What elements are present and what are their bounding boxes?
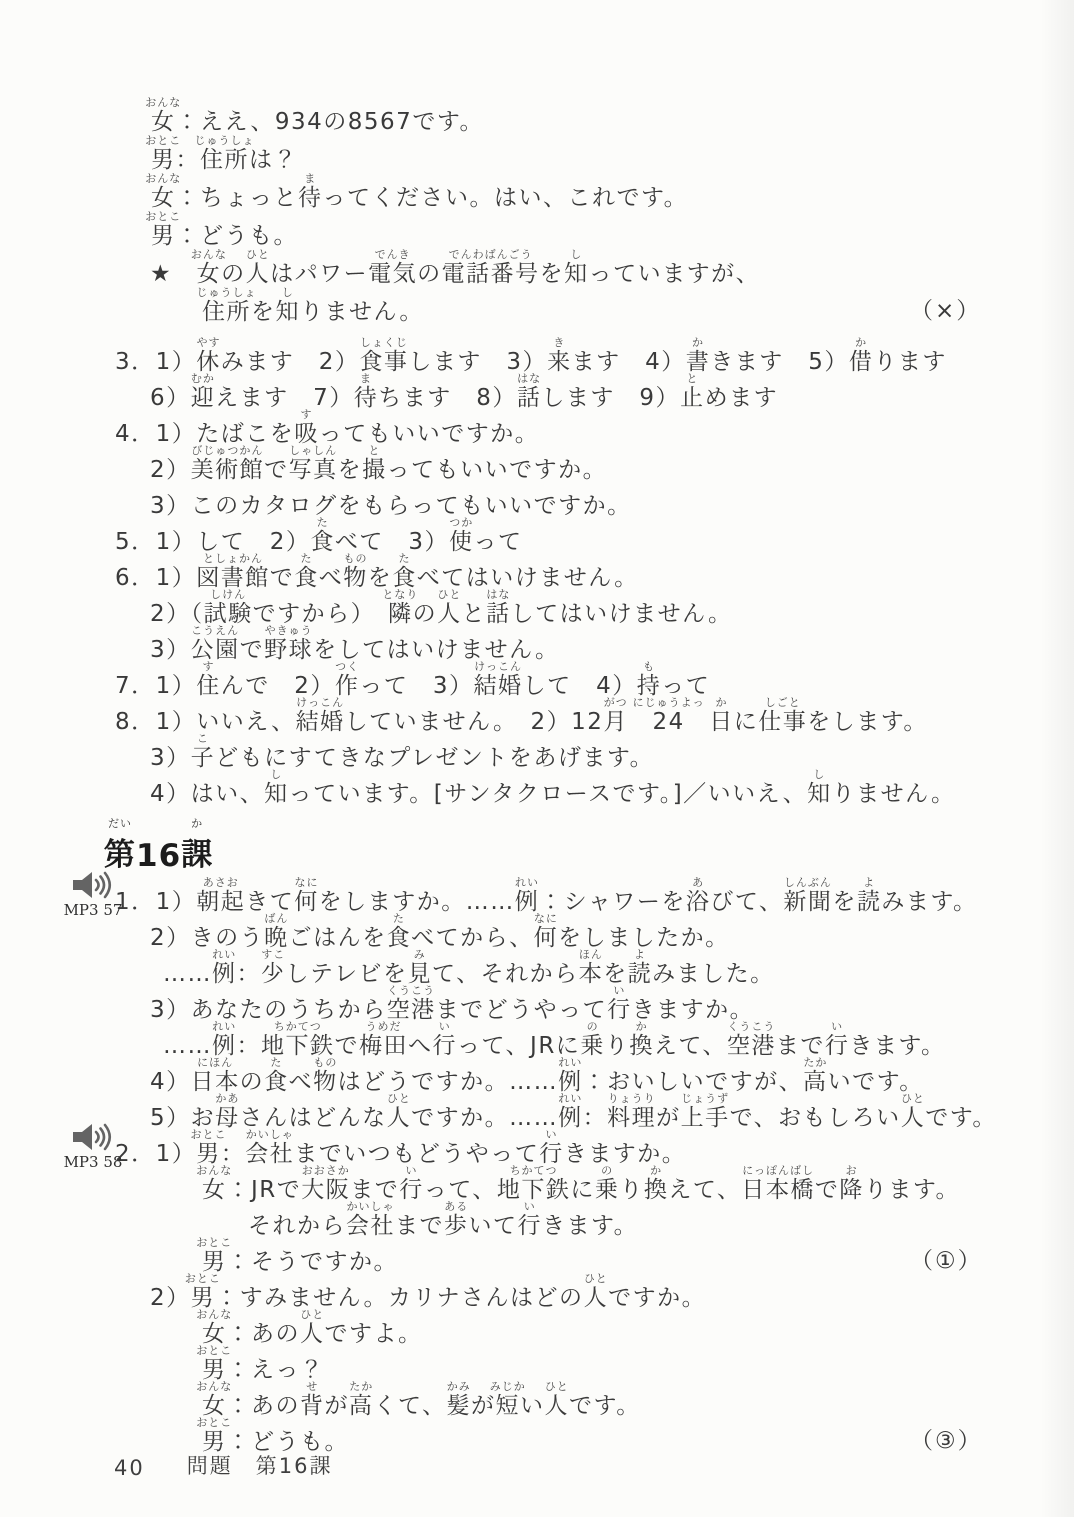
- ruby-base: 食 た: [310, 515, 335, 555]
- furigana: ばん: [264, 911, 289, 925]
- ruby-base: 短 みじか: [489, 1379, 526, 1419]
- page-footer: [0, 1450, 1074, 1480]
- text-line: 男 おとこ ： 住所 じゅうしょ は？: [145, 133, 298, 173]
- ruby-base: 話 はな: [516, 371, 542, 411]
- furigana: れい: [515, 875, 540, 889]
- furigana: すこ: [261, 947, 286, 961]
- furigana: たか: [349, 1379, 374, 1393]
- text-line: 3）このカタログをもらってもいいですか。: [150, 492, 632, 519]
- furigana: つく: [335, 659, 360, 673]
- furigana: にっぽんばし: [742, 1163, 814, 1177]
- ruby-base: 読 よ: [856, 875, 882, 915]
- ruby-base: 公園 こうえん: [190, 623, 240, 663]
- ruby-base: 人 ひと: [300, 1307, 325, 1347]
- ruby-base: 迎 むか: [190, 371, 216, 411]
- ruby-base: 会社 かいしゃ: [245, 1127, 295, 1167]
- ruby-base: 人 ひと: [386, 1091, 412, 1131]
- furigana: た: [300, 551, 313, 565]
- ruby-base: 人 ひと: [245, 247, 271, 287]
- ruby-base: 空港 くうこう: [726, 1019, 776, 1059]
- furigana: やきゅう: [264, 623, 313, 637]
- ruby-base: 第 だい: [104, 817, 136, 873]
- furigana: と: [368, 443, 381, 457]
- furigana: おとこ: [145, 133, 182, 147]
- ruby-base: 試験 しけん: [203, 587, 253, 627]
- furigana: た: [270, 1055, 283, 1069]
- furigana: ひと: [386, 1091, 411, 1105]
- furigana: か: [191, 817, 204, 830]
- section-lesson16-exercise2: [0, 1127, 1074, 1456]
- ruby-base: 何 なに: [294, 875, 319, 915]
- ruby-base: 隣 となり: [382, 587, 419, 627]
- ruby-base: 借 か: [848, 335, 874, 375]
- section-drill-answers: [0, 335, 1074, 808]
- ruby-base: 食 た: [392, 551, 417, 591]
- furigana: びじゅつかん: [191, 443, 264, 457]
- ruby-base: 料理 りょうり: [607, 1091, 657, 1131]
- furigana: がつ: [603, 695, 628, 709]
- ruby-base: 物 もの: [343, 551, 368, 591]
- ruby-base: 女 おんな: [145, 171, 182, 211]
- ruby-base: 書 か: [685, 335, 711, 375]
- ruby-base: 男 おとこ: [190, 1127, 227, 1167]
- furigana: ある: [444, 1199, 469, 1213]
- ruby-base: 新聞 しんぶん: [783, 875, 833, 915]
- ruby-base: 行 い: [824, 1019, 850, 1059]
- furigana: くうこう: [387, 983, 436, 997]
- furigana: はな: [517, 371, 542, 385]
- ruby-base: 写真 しゃしん: [288, 443, 338, 483]
- ruby-base: 乗 の: [594, 1163, 620, 1203]
- furigana: かあ: [215, 1091, 240, 1105]
- text-line: 女 おんな ：JRで 大阪 おおさか まで 行 い って、 地下鉄 ちかてつ に 乗 の り 換 か えて、 日本橋 にっぽんばし で 降 お ります。: [196, 1163, 961, 1203]
- lesson-heading: 第 だい 16 課 か: [104, 817, 214, 874]
- furigana: おおさか: [301, 1163, 350, 1177]
- furigana: やす: [196, 335, 221, 349]
- section-dialogue-answers: [0, 95, 1074, 326]
- furigana: ひと: [437, 587, 462, 601]
- text-line: 1．1） 朝起 あさお きて 何 なに をしますか。…… 例 れい ：シャワーを 浴 あ びて、 新聞 しんぶん を 読 よ みます。: [115, 875, 978, 915]
- furigana: ひと: [900, 1091, 925, 1105]
- furigana: むか: [190, 371, 215, 385]
- text-line: それから 会社 かいしゃ まで 歩 ある いて 行 い きます。: [248, 1199, 639, 1239]
- furigana: ま: [360, 371, 373, 385]
- furigana: くうこう: [727, 1019, 776, 1033]
- furigana: こうえん: [191, 623, 240, 637]
- furigana: い: [523, 1199, 536, 1213]
- text-line: 5）お 母 かあ さんはどんな 人 ひと ですか。…… 例 れい ： 料理 りょうり が 上手 じょうず で、おもしろい 人 ひと です。: [150, 1091, 997, 1131]
- ruby-base: 例 れい: [558, 1091, 583, 1131]
- text-line: ★ 女 おんな の 人 ひと はパワー 電気 でんき の 電話番号 でんわばんごう を 知 し っていますが、: [150, 247, 761, 287]
- furigana: だい: [108, 817, 132, 830]
- ruby-base: 知 し: [264, 767, 289, 807]
- furigana: おとこ: [196, 1235, 233, 1249]
- ruby-base: 見 み: [407, 947, 433, 987]
- furigana: ひと: [245, 247, 270, 261]
- furigana: の: [601, 1163, 614, 1177]
- furigana: でんわばんごう: [448, 247, 533, 261]
- text-line: 2）（ 試験 しけん ですから） 隣 となり の 人 ひと と 話 はな してはいけません。: [150, 587, 733, 627]
- text-line: 2）きのう 晩 ばん ごはんを 食 た べてから、 何 なに をしましたか。: [150, 911, 730, 951]
- ruby-base: 結婚 けっこん: [295, 695, 345, 735]
- furigana: し: [270, 767, 283, 781]
- ruby-base: 降 お: [839, 1163, 864, 1203]
- furigana: りょうり: [607, 1091, 656, 1105]
- ruby-base: 男 おとこ: [145, 209, 182, 249]
- ruby-base: 本 ほん: [578, 947, 604, 987]
- ruby-base: 電話番号 でんわばんごう: [441, 247, 540, 287]
- ruby-base: 行 い: [607, 983, 632, 1023]
- text-line: 女 おんな ：ちょっと 待 ま ってください。はい、これです。: [145, 171, 689, 211]
- ruby-base: 待 ま: [298, 171, 323, 211]
- text-line: 男 おとこ ：そうですか。 （①）: [196, 1235, 983, 1275]
- furigana: となり: [382, 587, 419, 601]
- furigana: い: [831, 1019, 844, 1033]
- furigana: おとこ: [145, 209, 182, 223]
- text-line: 男 おとこ ：どうも。 （③）: [196, 1415, 983, 1455]
- furigana: い: [613, 983, 626, 997]
- furigana: ひと: [583, 1271, 608, 1285]
- ruby-base: 男 おとこ: [196, 1235, 233, 1275]
- ruby-base: 空港 くうこう: [386, 983, 436, 1023]
- furigana: なに: [533, 911, 558, 925]
- text-line: 3） 公園 こうえん で 野球 やきゅう をしてはいけません。: [150, 623, 560, 663]
- furigana: た: [392, 911, 405, 925]
- ruby-base: 少 すこ: [261, 947, 286, 987]
- answer-mark: （①）: [910, 1247, 983, 1274]
- furigana: けっこん: [474, 659, 523, 673]
- ruby-base: 朝起 あさお: [196, 875, 246, 915]
- ruby-base: 住 す: [196, 659, 221, 699]
- audio-track-label: MP3 57: [63, 901, 123, 919]
- text-line: 2） 美術館 びじゅつかん で 写真 しゃしん を 撮 と ってもいいですか。: [150, 443, 608, 483]
- furigana: かいしゃ: [245, 1127, 294, 1141]
- ruby-base: 食 た: [386, 911, 412, 951]
- furigana: す: [202, 659, 215, 673]
- ruby-base: 日 か: [709, 695, 734, 735]
- text-line: 7．1） 住 す んで 2） 作 つく って 3） 結婚 けっこん して 4） 持 も って: [115, 659, 711, 699]
- furigana: み: [413, 947, 426, 961]
- ruby-base: 来 き: [547, 335, 572, 375]
- ruby-base: 話 はな: [486, 587, 511, 627]
- furigana: ほん: [578, 947, 603, 961]
- ruby-base: 持 も: [636, 659, 662, 699]
- furigana: ちかてつ: [509, 1163, 558, 1177]
- ruby-base: 髪 かみ: [446, 1379, 472, 1419]
- furigana: にじゅうよっ: [632, 695, 705, 709]
- furigana: おんな: [190, 247, 227, 261]
- furigana: あ: [692, 875, 705, 889]
- furigana: あさお: [202, 875, 239, 889]
- ruby-base: 食 た: [294, 551, 319, 591]
- furigana: でんき: [374, 247, 411, 261]
- text-line: 女 おんな ：ええ、934の8567です。: [145, 95, 484, 135]
- furigana: い: [405, 1163, 418, 1177]
- furigana: こ: [196, 731, 209, 745]
- ruby-base: 女 おんな: [145, 95, 182, 135]
- ruby-base: 換 か: [643, 1163, 669, 1203]
- ruby-base: 人 ひと: [544, 1379, 570, 1419]
- furigana: ひと: [544, 1379, 569, 1393]
- ruby-base: 使 つか: [449, 515, 474, 555]
- furigana: よ: [863, 875, 876, 889]
- ruby-base: 野球 やきゅう: [264, 623, 314, 663]
- furigana: き: [553, 335, 566, 349]
- furigana: おとこ: [196, 1415, 233, 1429]
- ruby-base: 女 おんな: [190, 247, 227, 287]
- ruby-base: 日本橋 にっぽんばし: [741, 1163, 815, 1203]
- footer-title: 問題 第16課: [186, 1454, 333, 1478]
- ruby-base: 男 おとこ: [145, 133, 182, 173]
- ruby-base: 男 おとこ: [184, 1271, 221, 1311]
- ruby-base: 図書館 としょかん: [196, 551, 270, 591]
- furigana: い: [438, 1019, 451, 1033]
- furigana: うめだ: [365, 1019, 402, 1033]
- furigana: し: [570, 247, 583, 261]
- furigana: か: [715, 695, 728, 709]
- ruby-base: 浴 あ: [685, 875, 711, 915]
- ruby-base: 吸 す: [294, 407, 319, 447]
- furigana: せ: [306, 1379, 319, 1393]
- ruby-base: 晩 ばん: [264, 911, 289, 951]
- answer-mark: （③）: [910, 1427, 983, 1454]
- ruby-base: 待 ま: [353, 371, 379, 411]
- furigana: か: [691, 335, 704, 349]
- furigana: ひと: [300, 1307, 325, 1321]
- furigana: かみ: [446, 1379, 471, 1393]
- furigana: しごと: [764, 695, 801, 709]
- furigana: か: [855, 335, 868, 349]
- furigana: おとこ: [190, 1127, 227, 1141]
- ruby-base: 人 ひと: [437, 587, 462, 627]
- furigana: お: [845, 1163, 858, 1177]
- furigana: しょくじ: [359, 335, 408, 349]
- text-line: 4）はい、 知 し っています。[サンタクロースです。]／いいえ、 知 し りません。: [150, 767, 956, 807]
- furigana: つか: [449, 515, 474, 529]
- speaker-icon: [71, 1122, 115, 1152]
- ruby-base: 課 か: [181, 817, 214, 873]
- text-line: 3） 子 こ どもにすてきなプレゼントをあげます。: [150, 731, 655, 771]
- ruby-base: 知 し: [275, 285, 300, 325]
- furigana: ま: [304, 171, 317, 185]
- furigana: か: [635, 1019, 648, 1033]
- ruby-base: 食 た: [264, 1055, 289, 1095]
- speaker-icon: [71, 870, 115, 900]
- ruby-base: 人 ひと: [583, 1271, 609, 1311]
- furigana: か: [650, 1163, 663, 1177]
- furigana: おんな: [145, 171, 182, 185]
- ruby-base: 地下鉄 ちかてつ: [496, 1163, 571, 1203]
- ruby-base: 人 ひと: [900, 1091, 926, 1131]
- ruby-base: 何 なに: [533, 911, 559, 951]
- text-line: 女 おんな ：あの 人 ひと ですよ。: [196, 1307, 423, 1347]
- furigana: し: [813, 767, 826, 781]
- furigana: けっこん: [296, 695, 345, 709]
- ruby-base: 男 おとこ: [196, 1415, 233, 1455]
- text-line: 6） 迎 むか えます 7） 待 ま ちます 8） 話 はな します 9） 止 と めます: [150, 371, 779, 411]
- text-line: …… 例 れい ： 少 すこ しテレビを 見 み て、それから 本 ほん を 読 よ みました。: [163, 947, 775, 987]
- text-line: 3．1） 休 やす みます 2） 食事 しょくじ します 3） 来 き ます 4） 書 か きます 5） 借 か ります: [115, 335, 947, 375]
- text-line: 女 おんな ：あの 背 せ が 高 たか くて、 髪 かみ が 短 みじか い 人 ひと です。: [196, 1379, 641, 1419]
- ruby-base: 知 し: [807, 767, 832, 807]
- furigana: なに: [294, 875, 319, 889]
- ruby-base: 止 と: [680, 371, 705, 411]
- furigana: れい: [212, 1019, 237, 1033]
- furigana: た: [316, 515, 329, 529]
- ruby-base: 女 おんな: [196, 1379, 233, 1419]
- furigana: と: [686, 371, 699, 385]
- ruby-base: 行 い: [399, 1163, 424, 1203]
- furigana: じゅうしょ: [196, 285, 257, 299]
- ruby-base: 電気 でんき: [368, 247, 418, 287]
- ruby-base: 母 かあ: [215, 1091, 240, 1131]
- text-line: 5．1）して 2） 食 た べて 3） 使 つか って: [115, 515, 523, 555]
- page-content: [0, 95, 1074, 1456]
- furigana: かいしゃ: [346, 1199, 395, 1213]
- ruby-base: 乗 の: [580, 1019, 605, 1059]
- text-line: 2） 男 おとこ ：すみません。カリナさんはどの 人 ひと ですか。: [150, 1271, 707, 1311]
- furigana: もの: [343, 551, 368, 565]
- furigana: しんぶん: [783, 875, 832, 889]
- text-line: 男 おとこ ：えっ？: [196, 1343, 325, 1383]
- furigana: の: [586, 1019, 599, 1033]
- ruby-base: 食事 しょくじ: [359, 335, 409, 375]
- ruby-base: 子 こ: [190, 731, 216, 771]
- ruby-base: 撮 と: [362, 443, 387, 483]
- furigana: としょかん: [203, 551, 264, 565]
- text-line: 2．1） 男 おとこ ： 会社 かいしゃ までいつもどうやって 行 い きますか。: [115, 1127, 687, 1167]
- ruby-base: 美術館 びじゅつかん: [190, 443, 265, 483]
- ruby-base: 物 もの: [313, 1055, 338, 1095]
- furigana: す: [300, 407, 313, 421]
- audio-track-label: MP3 58: [63, 1153, 123, 1171]
- ruby-base: 梅田 うめだ: [359, 1019, 408, 1059]
- ruby-base: 高 たか: [803, 1055, 828, 1095]
- furigana: し: [281, 285, 294, 299]
- ruby-base: 住所 じゅうしょ: [196, 285, 257, 325]
- ruby-base: 例 れい: [212, 1019, 237, 1059]
- furigana: おんな: [145, 95, 182, 109]
- ruby-base: 24 にじゅうよっ: [632, 695, 705, 735]
- text-line: 4） 日本 にほん の 食 た べ 物 もの はどうですか。…… 例 れい ：おいしいですが、 高 たか いです。: [150, 1055, 924, 1095]
- text-line: 男 おとこ ：どうも。: [145, 209, 298, 249]
- furigana: おんな: [196, 1307, 233, 1321]
- ruby-base: 住所 じゅうしょ: [194, 133, 255, 173]
- ruby-base: 換 か: [629, 1019, 654, 1059]
- ruby-base: 例 れい: [514, 875, 540, 915]
- furigana: も: [642, 659, 655, 673]
- furigana: おとこ: [184, 1271, 221, 1285]
- furigana: れい: [558, 1055, 583, 1069]
- ruby-base: 休 やす: [196, 335, 221, 375]
- ruby-base: 作 つく: [334, 659, 360, 699]
- furigana: おんな: [196, 1379, 233, 1393]
- furigana: はな: [486, 587, 511, 601]
- ruby-base: 行 い: [432, 1019, 457, 1059]
- ruby-base: 読 よ: [627, 947, 653, 987]
- ruby-base: 仕事 しごと: [758, 695, 808, 735]
- furigana: じゅうしょ: [194, 133, 255, 147]
- furigana: た: [398, 551, 411, 565]
- furigana: ちかてつ: [273, 1019, 322, 1033]
- text-line: 3）あなたのうちから 空港 くうこう までどうやって 行 い きますか。: [150, 983, 755, 1023]
- furigana: たか: [803, 1055, 828, 1069]
- ruby-base: 月 がつ: [603, 695, 628, 735]
- text-line: 4．1）たばこを 吸 す ってもいいですか。: [115, 407, 540, 447]
- ruby-base: 行 い: [517, 1199, 542, 1239]
- ruby-base: 高 たか: [349, 1379, 374, 1419]
- ruby-base: 会社 かいしゃ: [346, 1199, 395, 1239]
- ruby-base: 知 し: [564, 247, 589, 287]
- furigana: しけん: [210, 587, 247, 601]
- ruby-base: 男 おとこ: [196, 1343, 233, 1383]
- furigana: れい: [558, 1091, 583, 1105]
- ruby-base: 女 おんな: [196, 1307, 233, 1347]
- ruby-base: 例 れい: [212, 947, 237, 987]
- ruby-base: 結婚 けっこん: [473, 659, 523, 699]
- furigana: しゃしん: [289, 443, 338, 457]
- ruby-base: 歩 ある: [444, 1199, 469, 1239]
- furigana: れい: [212, 947, 237, 961]
- ruby-base: 上手 じょうず: [680, 1091, 730, 1131]
- ruby-base: 背 せ: [300, 1379, 325, 1419]
- furigana: おんな: [196, 1163, 233, 1177]
- furigana: い: [545, 1127, 558, 1141]
- ruby-base: 大阪 おおさか: [301, 1163, 351, 1203]
- audio-badge: [54, 1122, 132, 1171]
- ruby-base: 行 い: [539, 1127, 564, 1167]
- answer-mark: （×）: [910, 297, 982, 324]
- ruby-base: 女 おんな: [196, 1163, 233, 1203]
- furigana: みじか: [489, 1379, 526, 1393]
- ruby-base: 例 れい: [558, 1055, 583, 1095]
- text-line: 6．1） 図書館 としょかん で 食 た べ 物 もの を 食 た べてはいけません。: [115, 551, 639, 591]
- text-line: …… 例 れい ： 地下鉄 ちかてつ で 梅田 うめだ へ 行 い って、JRに 乗 の り 換 か えて、 空港 くうこう まで 行 い きます。: [163, 1019, 946, 1059]
- furigana: もの: [313, 1055, 338, 1069]
- ruby-base: 地下鉄 ちかてつ: [261, 1019, 335, 1059]
- page-number: 40: [114, 1456, 145, 1480]
- audio-badge: [54, 870, 132, 919]
- furigana: おとこ: [196, 1343, 233, 1357]
- ruby-base: 日本 にほん: [190, 1055, 240, 1095]
- text-line: 住所 じゅうしょ を 知 し りません。 （×）: [196, 285, 982, 325]
- furigana: じょうず: [681, 1091, 730, 1105]
- furigana: よ: [633, 947, 646, 961]
- furigana: にほん: [197, 1055, 234, 1069]
- section-lesson16-exercise1: [0, 875, 1074, 1132]
- text-line: 8．1）いいえ、 結婚 けっこん していません。 2）12 月 がつ 24 にじゅうよっ 日 か に 仕事 しごと をします。: [115, 695, 928, 735]
